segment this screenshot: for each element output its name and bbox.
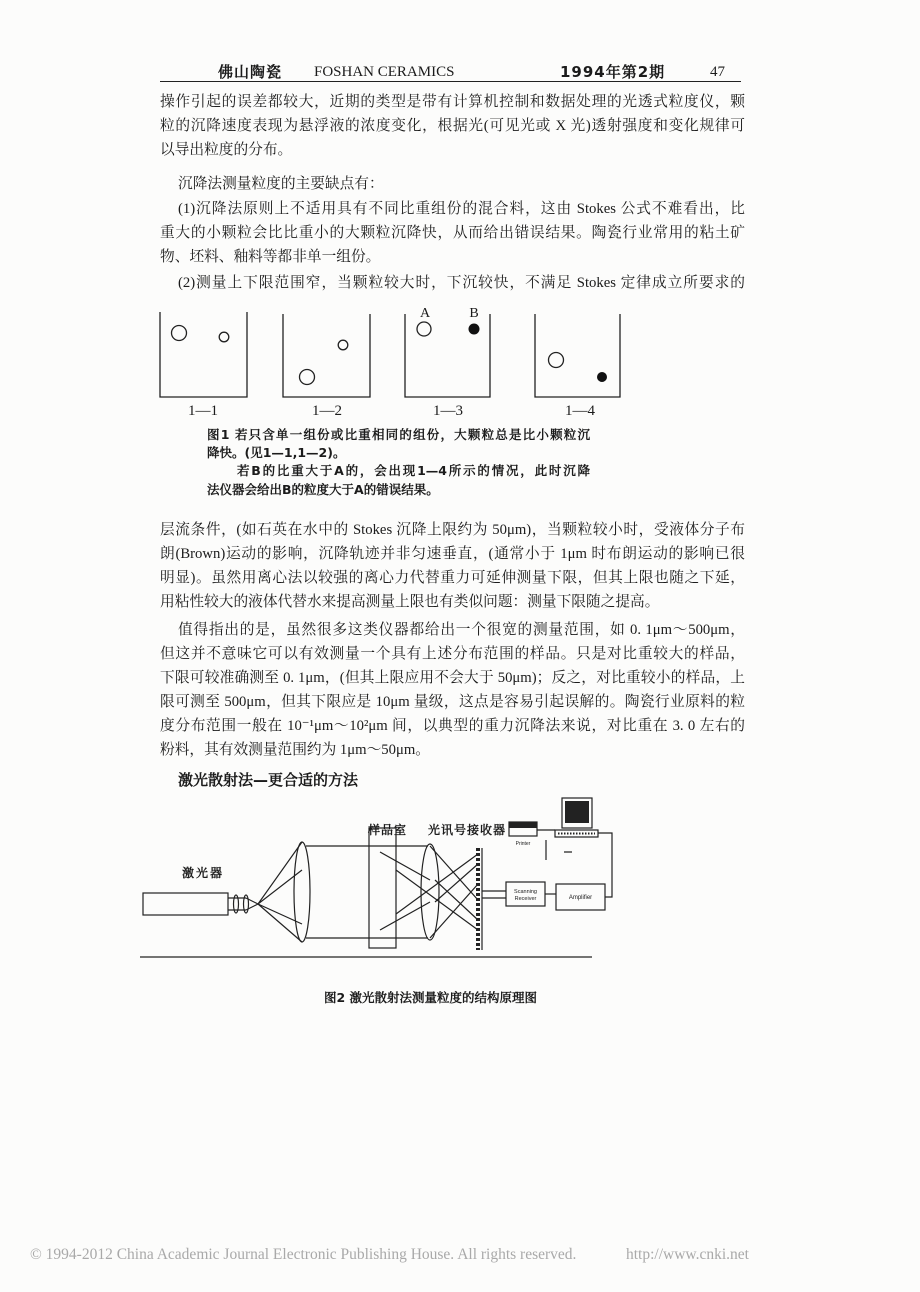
fourier-lens xyxy=(421,844,439,940)
particle-a xyxy=(417,322,431,336)
text-line: 粉料，其有效测量范围约为 1μm～50μm。 xyxy=(160,742,430,758)
sample-cell-label: 样品室 xyxy=(368,823,408,837)
journal-name-cn: 佛山陶瓷 xyxy=(218,63,283,81)
issue-label: 1994年第2期 xyxy=(560,63,666,81)
particle-a-label: A xyxy=(419,306,431,321)
text-line: (2)测量上下限范围窄，当颗粒较大时，下沉较快，不满足 Stokes 定律成立所要求的 xyxy=(178,275,745,291)
computer-screen-icon xyxy=(565,801,589,823)
small-particle xyxy=(338,340,348,350)
particle-b-label: B xyxy=(469,306,479,321)
figure-1-caption-line: 若B的比重大于A的，会出现1—4所示的情况，此时沉降 xyxy=(237,463,590,478)
parallel-beam xyxy=(306,846,428,938)
settling-vessel-1-2 xyxy=(283,314,370,397)
text-line: 物、坯料、釉料等都非单一组份。 xyxy=(160,249,381,265)
text-line: 粒的沉降速度表现为悬浮液的浓度变化，根据光(可见光或 X 光)透射强度和变化规律可 xyxy=(160,118,745,134)
small-particle xyxy=(219,332,229,342)
scanning-receiver-label: Scanning xyxy=(514,889,537,895)
text-line: 用粘性较大的液体代替水来提高测量上限也有类似问题：测量下限随之提高。 xyxy=(160,594,660,610)
printer-paper-icon xyxy=(509,822,537,828)
text-line: 限可测至 500μm，但其下限应是 10μm 量级，这点是容易引起误解的。陶瓷行业原料的粒 xyxy=(160,694,745,710)
text-line: 沉降法测量粒度的主要缺点有： xyxy=(178,176,384,192)
text-line: 但这并不意味它可以有效测量一个具有上述分布范围的样品。只是对比重较大的样品， xyxy=(160,646,745,662)
detector-to-receiver-link xyxy=(482,891,506,898)
panel-label: 1—4 xyxy=(565,403,595,419)
panel-label: 1—2 xyxy=(312,403,342,419)
signal-link xyxy=(546,840,572,860)
panel-label: 1—1 xyxy=(188,403,218,419)
text-line: 重大的小颗粒会比比重小的大颗粒沉降快，从而给出错误结果。陶瓷行业常用的粘土矿 xyxy=(160,225,745,241)
scanning-receiver-label: Receiver xyxy=(514,896,537,902)
running-header xyxy=(160,62,741,82)
text-line: 层流条件，(如石英在水中的 Stokes 沉降上限约为 50μm)，当颗粒较小时，受液体分子布 xyxy=(160,522,745,538)
collimating-lens xyxy=(294,842,310,942)
amplifier-label: Amplifier xyxy=(568,895,593,901)
figure-1-caption-line: 图1 若只含单一组份或比重相同的组份，大颗粒总是比小颗粒沉 xyxy=(207,427,590,442)
source-url: http://www.cnki.net xyxy=(626,1246,749,1263)
text-line: (1)沉降法原则上不适用具有不同比重组份的混合料，这由 Stokes 公式不难看出，比 xyxy=(178,201,745,217)
receiver-label: 光讯号接收器 xyxy=(428,823,507,837)
diverging-rays xyxy=(258,842,302,942)
figure-2-laser-scattering-diagram xyxy=(130,790,630,970)
copyright-notice: © 1994-2012 China Academic Journal Electronic Publishing House. All rights reserved. xyxy=(30,1246,577,1263)
text-line: 下限可较准确测至 0. 1μm，(但其上限应用不会大于 50μm)；反之，对比重较小的样品，上 xyxy=(160,670,745,686)
particle-b xyxy=(469,324,480,335)
large-particle xyxy=(172,326,187,341)
text-line: 操作引起的误差都较大，近期的类型是带有计算机控制和数据处理的光透式粒度仪，颗 xyxy=(160,94,745,110)
figure-2-caption: 图2 激光散射法测量粒度的结构原理图 xyxy=(324,990,538,1005)
text-line: 明显)。虽然用离心法以较强的离心力代替重力可延伸测量下限，但其上限也随之下延， xyxy=(160,570,745,586)
text-line: 以导出粒度的分布。 xyxy=(160,142,293,158)
journal-name-en: FOSHAN CERAMICS xyxy=(314,64,455,80)
printer-label: Printer xyxy=(515,841,531,847)
section-heading: 激光散射法—更合适的方法 xyxy=(178,771,359,789)
page-number: 47 xyxy=(710,64,725,80)
text-line: 朗(Brown)运动的影响，沉降轨迹并非匀速垂直，(通常小于 1μm 时布朗运动的影响已很 xyxy=(160,546,745,562)
large-particle xyxy=(300,370,315,385)
text-line: 值得指出的是，虽然很多这类仪器都给出一个很宽的测量范围，如 0. 1μm～500μm， xyxy=(178,622,745,638)
laser-tube xyxy=(143,893,228,915)
particle-b xyxy=(597,372,607,382)
settling-vessel-1-1 xyxy=(160,312,247,397)
figure-1-sedimentation-diagram xyxy=(140,300,640,424)
figure-1-caption-line: 降快。(见1—1,1—2)。 xyxy=(207,445,346,460)
laser-label: 激光器 xyxy=(182,866,225,880)
scattered-rays xyxy=(380,852,478,930)
figure-1-caption-line: 法仪器会给出B的粒度大于A的错误结果。 xyxy=(207,482,439,497)
panel-label: 1—3 xyxy=(433,403,463,419)
particle-a xyxy=(549,353,564,368)
text-line: 度分布范围一般在 10⁻¹μm～10²μm 间，以典型的重力沉降法来说，对比重在 3. 0 左右的 xyxy=(160,718,745,734)
settling-vessel-1-4 xyxy=(535,314,620,397)
